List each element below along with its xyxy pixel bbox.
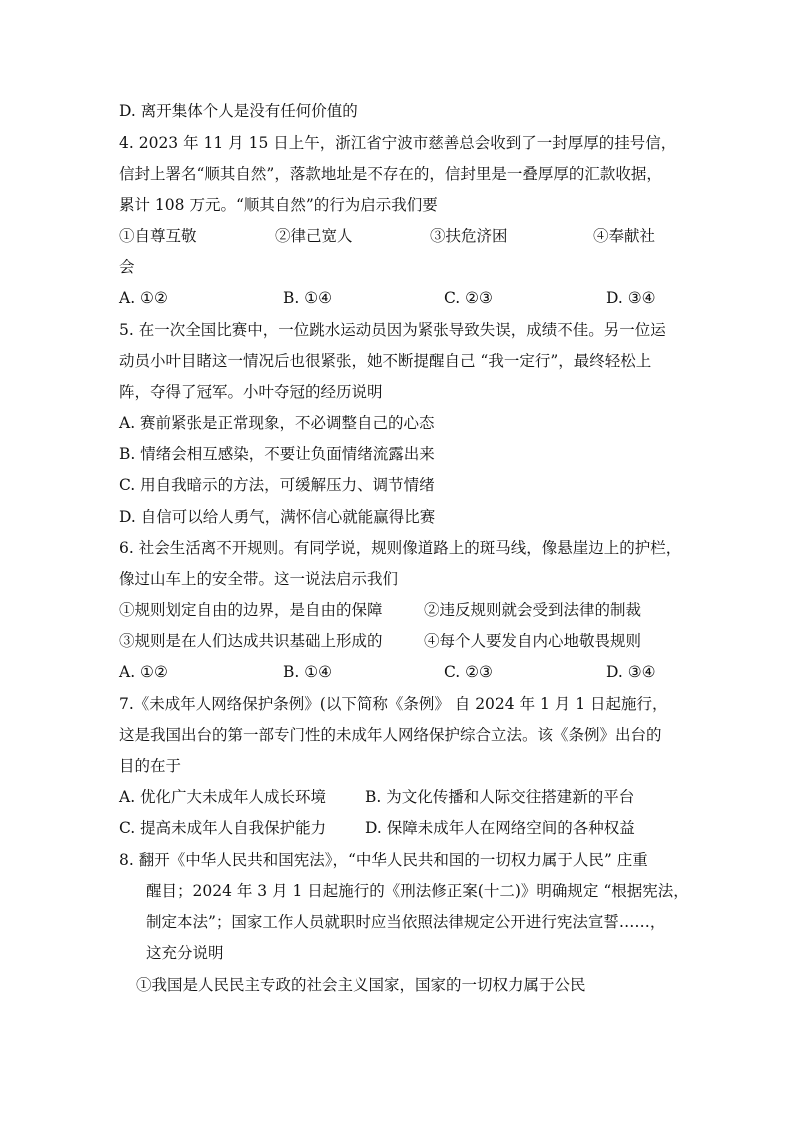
q4-option-a: A. ①② (119, 289, 168, 307)
q7-stem-line-3: 目的在于 (119, 757, 182, 775)
q6-stem-line-2: 像过山车上的安全带。这一说法启示我们 (119, 570, 399, 588)
q8-stem-line-2: 醒目；2024 年 3 月 1 日起施行的《刑法修正案(十二)》明确规定 “根据宪法， (146, 882, 689, 900)
q8-stem-line-1: 8. 翻开《中华人民共和国宪法》，“中华人民共和国的一切权力属于人民” 庄重 (119, 851, 648, 869)
q5-option-a: A. 赛前紧张是正常现象，不必调整自己的心态 (119, 414, 435, 432)
q5-option-b: B. 情绪会相互感染，不要让负面情绪流露出来 (119, 445, 435, 463)
q6-option-b: B. ①④ (283, 663, 333, 681)
q3-option-d: D. 离开集体个人是没有任何价值的 (119, 102, 358, 120)
q7-option-a: A. 优化广大未成年人成长环境 (119, 788, 327, 806)
q4-stem-line-2: 信封上署名“顺其自然”，落款地址是不存在的，信封里是一叠厚厚的汇款收据， (119, 165, 662, 183)
q4-item-1: ①自尊互敬 (119, 227, 197, 245)
q6-item-3: ③规则是在人们达成共识基础上形成的 (119, 632, 383, 650)
q5-option-d: D. 自信可以给人勇气，满怀信心就能赢得比赛 (119, 508, 436, 526)
q4-stem-line-3: 累计 108 万元。“顺其自然”的行为启示我们要 (119, 196, 438, 214)
q6-stem-line-1: 6. 社会生活离不开规则。有同学说，规则像道路上的斑马线，像悬崖边上的护栏， (119, 539, 682, 557)
q6-option-c: C. ②③ (444, 663, 493, 681)
q7-stem-line-1: 7.《未成年人网络保护条例》(以下简称《条例》 自 2024 年 1 月 1 日起施行， (119, 695, 668, 713)
q4-option-c: C. ②③ (444, 289, 493, 307)
q8-stem-line-3: 制定本法”；国家工作人员就职时应当依照法律规定公开进行宪法宣誓……， (146, 913, 666, 931)
q8-item-1: ①我国是人民民主专政的社会主义国家，国家的一切权力属于公民 (136, 976, 586, 994)
q7-option-d: D. 保障未成年人在网络空间的各种权益 (365, 819, 635, 837)
q6-option-d: D. ③④ (606, 663, 656, 681)
q4-item-4-wrap: 会 (119, 258, 135, 276)
q6-item-2: ②违反规则就会受到法律的制裁 (424, 601, 642, 619)
q4-item-4: ④奉献社 (593, 227, 656, 245)
q4-option-d: D. ③④ (606, 289, 656, 307)
q5-option-c: C. 用自我暗示的方法，可缓解压力、调节情绪 (119, 476, 435, 494)
q5-stem-line-3: 阵，夺得了冠军。小叶夺冠的经历说明 (119, 383, 383, 401)
q7-option-c: C. 提高未成年人自我保护能力 (119, 819, 327, 837)
q4-stem-line-1: 4. 2023 年 11 月 15 日上午，浙江省宁波市慈善总会收到了一封厚厚的挂号信， (119, 134, 677, 152)
q5-stem-line-1: 5. 在一次全国比赛中，一位跳水运动员因为紧张导致失误，成绩不佳。另一位运 (119, 321, 666, 339)
q6-item-4: ④每个人要发自内心地敬畏规则 (424, 632, 642, 650)
q6-item-1: ①规则划定自由的边界，是自由的保障 (119, 601, 383, 619)
q4-option-b: B. ①④ (283, 289, 333, 307)
q7-stem-line-2: 这是我国出台的第一部专门性的未成年人网络保护综合立法。该《条例》出台的 (119, 726, 662, 744)
q8-stem-line-4: 这充分说明 (146, 944, 224, 962)
q4-item-2: ②律己宽人 (275, 227, 353, 245)
q4-item-3: ③扶危济困 (430, 227, 508, 245)
q6-option-a: A. ①② (119, 663, 168, 681)
q7-option-b: B. 为文化传播和人际交往搭建新的平台 (365, 788, 635, 806)
q5-stem-line-2: 动员小叶目睹这一情况后也很紧张，她不断提醒自己 “我一定行”，最终轻松上 (119, 352, 652, 370)
